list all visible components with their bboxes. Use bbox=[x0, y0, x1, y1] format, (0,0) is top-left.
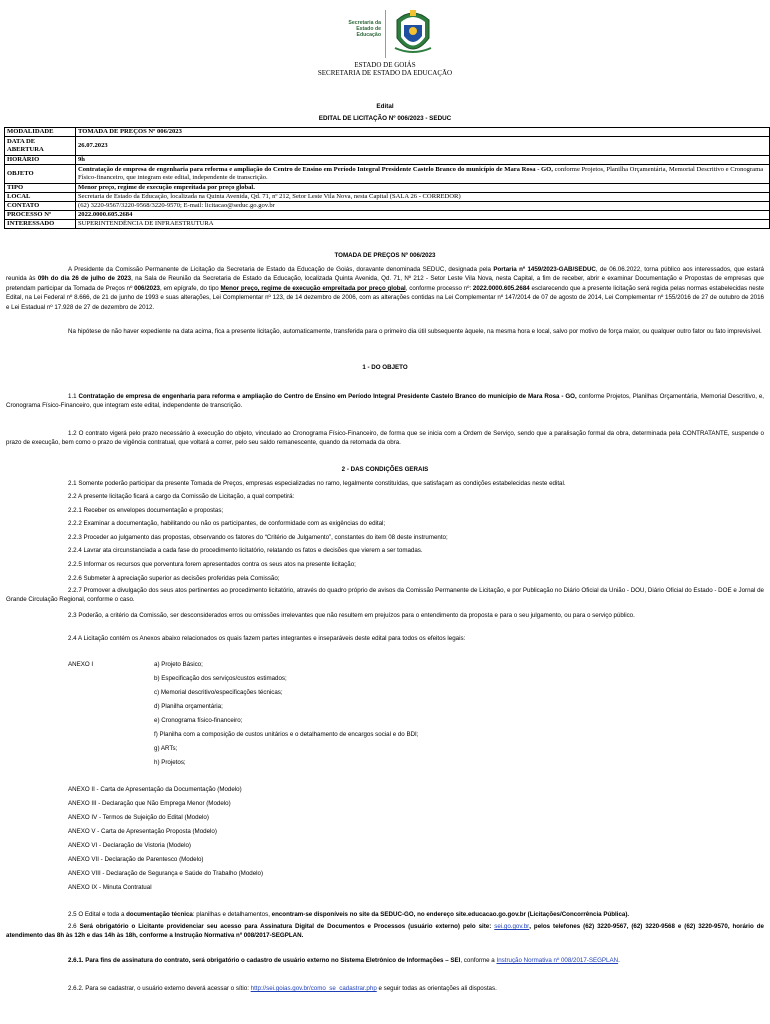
logo-divider bbox=[385, 10, 386, 58]
item-2-2-7-text: 2.2.7 Promover a divulgação dos seus atos pertinentes ao procedimento licitatório, através do quadro próprio de avisos da Comissão Permanente de Licitação, e por Publicação no Diário Oficial da União - DOU, Diário Oficial do Estado - DOE e Jornal de Grande Circulação Regional, conforme o caso. bbox=[6, 587, 764, 604]
tomada-precos-heading: TOMADA DE PREÇOS Nº 006/2023 bbox=[334, 252, 436, 259]
item-2-2-7 bbox=[6, 586, 764, 605]
item-2-5 bbox=[68, 911, 629, 918]
item-2-6-a: 2.6 bbox=[68, 923, 80, 930]
secretaria-name: SECRETARIA DE ESTADO DA EDUCAÇÃO bbox=[317, 69, 453, 77]
label-objeto: OBJETO bbox=[5, 165, 76, 184]
value-contato: (62) 3220-9567/3220-9568/3220-9570; E-mail: licitacao@seduc.go.gov.br bbox=[76, 202, 770, 211]
intro-text-f: esclarecendo que a presente licitação será regida pelas normas estabelecidas neste Edital, na Lei Federal nº 8.666, de 21 de junho de 1993 e suas alterações, Lei Complementar nº 123, de 14 dezembro de 2006, com as alterações contidas na Lei Complementar nº 147/2014 de 07 de agosto de 2014, Lei Complementar nº 155/2016 de 27 de outubro de 2016 e Lei Estadual nº 17.928 de 27 de dezembro de 2012. bbox=[6, 284, 764, 311]
instrucao-normativa-link[interactable]: Instrução Normativa nº 008/2017-SEGPLAN bbox=[496, 957, 619, 964]
item-2-2-2: 2.2.2 Examinar a documentação, habilitando ou não os participantes, de conformidade com as exigências do edital; bbox=[68, 520, 386, 527]
anexo-item: ANEXO II - Carta de Apresentação da Documentação (Modelo) bbox=[68, 786, 242, 793]
section-2-heading: 2 - DAS CONDIÇÕES GERAIS bbox=[341, 466, 429, 473]
intro-p2-text: Na hipótese de não haver expediente na data acima, fica a presente licitação, automaticamente, transferida para o primeiro dia útil subsequente àquele, na mesma hora e local, salvo por motivo de força maior, ou qualquer outro fator ou fato imprevisível. bbox=[68, 328, 762, 335]
intro-text-b: , de 06.06.2022, torna público aos interessados, que estará reunida às bbox=[6, 266, 764, 283]
item-2-6-1 bbox=[68, 957, 620, 964]
item-1-2-text: 1.2 O contrato vigerá pelo prazo necessário à execução do objeto, vinculado ao Cronograma Físico-Financeiro, de forma que se inicia com a Ordem de Serviço, sendo que a paralisação formal da obra, determinada pela CONTRATANTE, suspende o prazo de execução, bem como o prazo de vigência contratual, que voltará a correr, pelo seu saldo remanescente, quando da retomada da obra. bbox=[6, 430, 764, 447]
info-table bbox=[4, 127, 770, 229]
item-1-1-rest: conforme Projetos, Planilhas Orçamentária, Memorial Descritivo, e, Cronograma Físico-Financeiro, que integram este edital, independente de transcrição. bbox=[6, 393, 764, 410]
item-2-4: 2.4 A Licitação contém os Anexos abaixo relacionados os quais fazem partes integrantes e inseparáveis deste edital para todos os efeitos legais: bbox=[68, 635, 466, 642]
anexo-1-item: d) Planilha orçamentária; bbox=[154, 703, 223, 710]
value-tipo: Menor preço, regime de execução empreitada por preço global. bbox=[76, 184, 770, 193]
item-2-6-2-b: e seguir todas as orientações ali dispostas. bbox=[376, 985, 497, 992]
sei-link[interactable]: sei.go.gov.br bbox=[494, 923, 530, 930]
logo-text bbox=[339, 20, 381, 38]
item-2-2-1: 2.2.1 Receber os envelopes documentação e propostas; bbox=[68, 507, 224, 514]
value-modalidade: TOMADA DE PREÇOS Nº 006/2023 bbox=[76, 128, 770, 137]
anexo-1-item: e) Cronograma físico-financeiro; bbox=[154, 717, 243, 724]
logo-line-2: Estado de bbox=[356, 26, 381, 32]
value-local: Secretaria de Estado da Educação, localizada na Quinta Avenida, Qd. 71, nº 212, Setor Leste Vila Nova, nesta Capital (SALA 26 - CORREDOR) bbox=[76, 193, 770, 202]
item-2-3-text: 2.3 Poderão, a critério da Comissão, ser desconsiderados erros ou omissões irrelevantes que não resultem em prejuízos para o entendimento da proposta e para o seu julgamento, ou para o serviço público. bbox=[68, 612, 635, 619]
item-2-5-a: 2.5 O Edital e toda a bbox=[68, 911, 127, 918]
edital-title: EDITAL DE LICITAÇÃO Nº 006/2023 - SEDUC bbox=[318, 115, 452, 122]
label-interessado: INTERESSADO bbox=[5, 220, 76, 229]
intro-text-d: , em epígrafe, do tipo bbox=[159, 284, 221, 292]
objeto-rest: conforme Projetos, Planilha Orçamentária, Memorial Descritivo e Cronograma Físico-financeiro, que integram este edital, independente de transcrição. bbox=[78, 166, 764, 181]
anexo-item: ANEXO IV - Termos de Sujeição do Edital (Modelo) bbox=[68, 814, 209, 821]
row-local bbox=[5, 193, 770, 202]
item-2-6-c: , pelos telefones (62) 3220-9567, (62) 3220-9568 e (62) 3220-9570, horário de atendimento das 8h às 12h e das 14h às 18h, conforme a Instrução Normativa nº 008/2017-SEGPLAN. bbox=[6, 923, 764, 940]
intro-portaria: Portaria nº 1459/2023-GAB/SEDUC bbox=[493, 266, 596, 273]
anexo-item: ANEXO III - Declaração que Não Emprega Menor (Modelo) bbox=[68, 800, 231, 807]
seduc-logo bbox=[339, 8, 435, 60]
item-1-2 bbox=[6, 429, 764, 448]
intro-date: 09h do dia 26 de julho de 2023 bbox=[37, 275, 132, 283]
item-2-2-5: 2.2.5 Informar os recursos que porventura forem apresentados contra os seus atos na presente licitação; bbox=[68, 561, 356, 568]
anexo-1-item: b) Especificação dos serviços/custos estimados; bbox=[154, 675, 287, 682]
label-local: LOCAL bbox=[5, 193, 76, 202]
item-2-1: 2.1 Somente poderão participar da presente Tomada de Preços, empresas especializadas no ramo, legalmente constituídas, que satisfaçam as condições estabelecidas neste edital. bbox=[68, 480, 566, 487]
intro-paragraph-2 bbox=[6, 327, 764, 336]
item-2-2: 2.2 A presente licitação ficará a cargo da Comissão de Licitação, a qual competirá: bbox=[68, 493, 295, 500]
value-horario: 9h bbox=[76, 156, 770, 165]
item-2-6-2-a: 2.6.2. Para se cadastrar, o usuário externo deverá acessar o sítio: bbox=[68, 985, 251, 992]
intro-text-c: , na Sala de Reunião da Secretaria de Estado da Educação, localizada Quinta Avenida, Qd. 71, Nº 212 - Setor Leste Vila Nova, nesta Capital, a fim de receber, abrir e examinar Documentação e Propostas de empresas que pretendam participar da Tomada de Preços nº bbox=[6, 275, 764, 292]
value-data-abertura: 26.07.2023 bbox=[76, 137, 770, 156]
anexo-1-label: ANEXO I bbox=[68, 661, 94, 668]
item-2-5-c: : planilhas e detalhamentos, bbox=[192, 911, 272, 918]
row-modalidade bbox=[5, 128, 770, 137]
item-2-5-b: documentação técnica bbox=[126, 911, 193, 918]
anexo-item: ANEXO V - Carta de Apresentação Proposta (Modelo) bbox=[68, 828, 217, 835]
row-interessado bbox=[5, 220, 770, 229]
item-2-2-6: 2.2.6 Submeter à apreciação superior as decisões proferidas pela Comissão; bbox=[68, 575, 280, 582]
label-processo: PROCESSO Nº bbox=[5, 211, 76, 220]
row-objeto bbox=[5, 165, 770, 184]
row-data-abertura bbox=[5, 137, 770, 156]
item-2-2-3: 2.2.3 Proceder ao julgamento das propostas, observando os fatores do “Critério de Julgamento”, constantes do item 08 deste instrumento; bbox=[68, 534, 448, 541]
item-2-6-1-a: 2.6.1. Para fins de assinatura do contrato, será obrigatório o cadastro de usuário externo no Sistema Eletrônico de Informações – SEI bbox=[68, 957, 461, 964]
anexo-1-item: a) Projeto Básico; bbox=[154, 661, 203, 668]
coat-of-arms-icon bbox=[391, 8, 435, 60]
anexo-item: ANEXO IX - Minuta Contratual bbox=[68, 884, 152, 891]
intro-text-a: A Presidente da Comissão Permanente de Licitação da Secretaria de Estado da Educação de Goiás, doravante denominada SEDUC, designada pela bbox=[68, 266, 494, 273]
item-2-3 bbox=[6, 611, 764, 620]
label-horario: HORÁRIO bbox=[5, 156, 76, 165]
sei-cadastro-link[interactable]: http://sei.goias.gov.br/como_se_cadastrar.php bbox=[250, 985, 377, 992]
row-horario bbox=[5, 156, 770, 165]
logo-line-1: Secretaria da bbox=[348, 20, 381, 26]
item-2-5-d: encontram-se disponíveis no site da SEDUC-GO, no endereço site.educacao.go.gov.br (Licitações/Concorrência Pública). bbox=[271, 911, 630, 918]
label-modalidade: MODALIDADE bbox=[5, 128, 76, 137]
item-2-6-2 bbox=[68, 985, 497, 992]
edital-label: Edital bbox=[376, 103, 394, 110]
anexo-1-item: f) Planilha com a composição de custos unitários e o detalhamento de encargos social e do BDI; bbox=[154, 731, 419, 738]
anexo-1-item: h) Projetos; bbox=[154, 759, 186, 766]
intro-number: 006/2023 bbox=[134, 284, 160, 292]
anexo-item: ANEXO VII - Declaração de Parentesco (Modelo) bbox=[68, 856, 204, 863]
intro-process: 2022.0000.605.2684 bbox=[472, 284, 530, 292]
row-processo bbox=[5, 211, 770, 220]
intro-tipo: Menor preço, regime de execução empreitada por preço global bbox=[220, 284, 406, 292]
anexo-1-item: c) Memorial descritivo/especificações técnicas; bbox=[154, 689, 283, 696]
value-objeto bbox=[76, 165, 770, 184]
state-name: ESTADO DE GOIÁS bbox=[354, 61, 416, 69]
label-tipo: TIPO bbox=[5, 184, 76, 193]
value-processo: 2022.0000.605.2684 bbox=[76, 211, 770, 220]
label-contato: CONTATO bbox=[5, 202, 76, 211]
intro-paragraph bbox=[6, 265, 764, 312]
item-2-6 bbox=[6, 922, 764, 941]
objeto-bold: Contratação de empresa de engenharia para reforma e ampliação do Centro de Ensino em Período Integral Presidente Castelo Branco do município de Mara Rosa - GO, bbox=[78, 166, 553, 173]
item-2-2-4: 2.2.4 Lavrar ata circunstanciada a cada fase do procedimento licitatório, relatando os fatos e decisões que vierem a ser tomadas. bbox=[68, 547, 423, 554]
item-2-6-1-b: , conforme a bbox=[460, 957, 497, 964]
anexo-item: ANEXO VIII - Declaração de Segurança e Saúde do Trabalho (Modelo) bbox=[68, 870, 264, 877]
item-1-1-num: 1.1 bbox=[68, 393, 79, 400]
intro-text-e: , conforme processo nº: bbox=[405, 284, 473, 292]
logo-line-3: Educação bbox=[356, 32, 381, 38]
item-1-1 bbox=[6, 392, 764, 411]
section-1-heading: 1 - DO OBJETO bbox=[362, 364, 408, 371]
row-tipo bbox=[5, 184, 770, 193]
value-interessado: SUPERINTENDÊNCIA DE INFRAESTRUTURA bbox=[76, 220, 770, 229]
anexo-1-item: g) ARTs; bbox=[154, 745, 178, 752]
row-contato bbox=[5, 202, 770, 211]
anexo-item: ANEXO VI - Declaração de Vistoria (Modelo) bbox=[68, 842, 191, 849]
item-1-1-bold: Contratação de empresa de engenharia para reforma e ampliação do Centro de Ensino em Período Integral Presidente Castelo Branco do município de Mara Rosa - GO, bbox=[78, 393, 577, 400]
item-2-6-1-c: . bbox=[618, 957, 620, 964]
item-2-6-b: Será obrigatório o Licitante providenciar seu acesso para Assinatura Digital de Documentos e Processos (usuário externo) pelo site: bbox=[79, 923, 495, 930]
label-data-abertura: DATA DE ABERTURA bbox=[5, 137, 76, 156]
